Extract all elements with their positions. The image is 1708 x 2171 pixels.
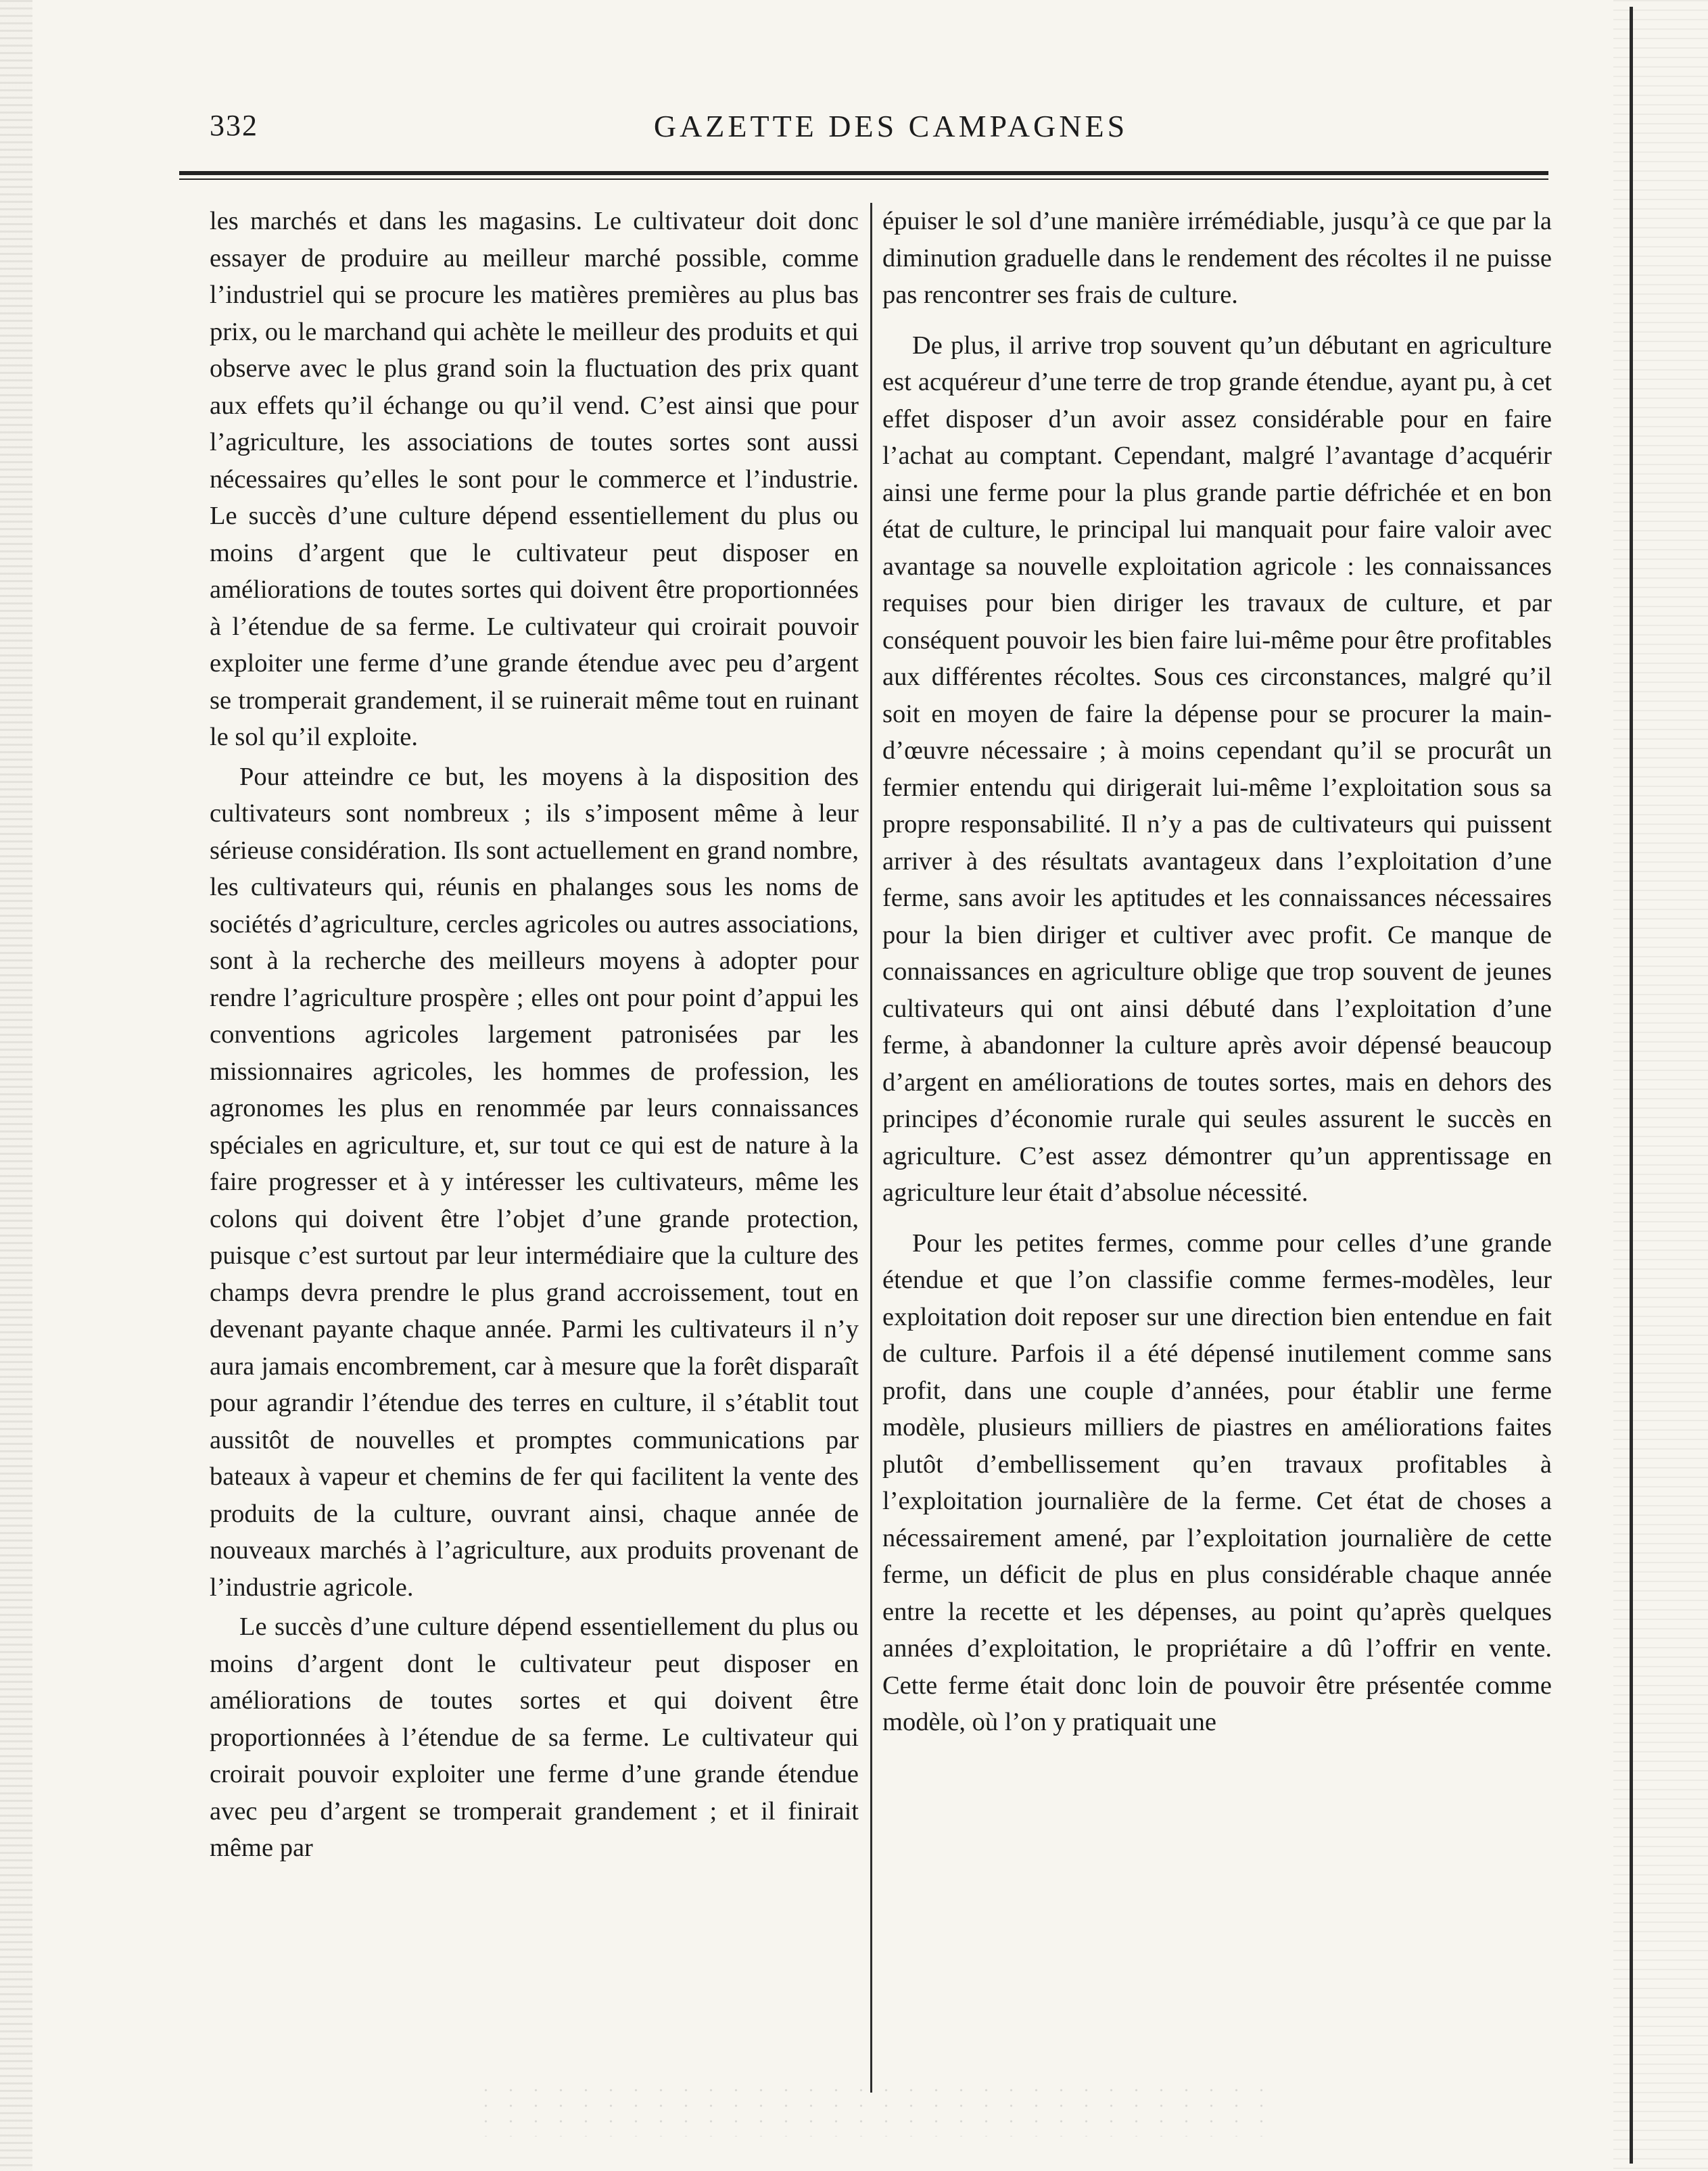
scan-noise (473, 2082, 1285, 2137)
paragraph: Pour les petites fermes, comme pour celles d’une grande étendue et que l’on classifie comme fermes-modèles, leur exploitation doit reposer sur une direction bien entendue en fait de culture. Parfois il a été dépensé inutilement comme sans profit, dans une couple d’années, pour établir une ferme modèle, plusieurs milliers de piastres en améliorations faites plutôt d’embellissement qu’en travaux profitables à l’exploitation journalière de la ferme. Cet état de choses a nécessairement amené, par l’exploitation journalière de cette ferme, un déficit de plus en plus considérable chaque année entre la recette et les dépenses, au point qu’après quelques années d’exploitation, le propriétaire a dû l’offrir en vente. Cette ferme était donc loin de pouvoir être présentée comme modèle, où l’on y pratiquait une (882, 1228, 1552, 1736)
column-divider (870, 203, 872, 2093)
page-border-right (1630, 7, 1633, 2164)
page-number: 332 (210, 109, 258, 142)
paragraph: Pour atteindre ce but, les moyens à la disposition des cultivateurs sont nombreux ; ils s’imposent même à leur sérieuse considération. Ils sont actuellement en grand nombre, les cultivateurs qui, réunis en phalanges sous les noms de sociétés d’agriculture, cercles agricoles ou autres associations, sont à la recherche des meilleurs moyens à adopter pour rendre l’agriculture prospère ; elles ont pour point d’appui les conventions agricoles largement patronisées par les missionnaires agricoles, les hommes de profession, les agronomes les plus en renommée par leurs connaissances spéciales en agriculture, et, sur tout ce qui est de nature à la faire progresser et à y intéresser les cultivateurs, même les colons qui doivent être l’objet d’une grande protection, puisque c’est surtout par leur intermédiaire que la culture des champs devra prendre le plus grand accroissement, tout en devenant payante chaque année. Parmi les cultivateurs il n’y aura jamais encombrement, car à mesure que la forêt disparaît pour agrandir l’étendue des terres en culture, il s’établit tout aussitôt de nouvelles et promptes communications par bateaux à vapeur et chemins de fer qui facilitent la vente des produits de la culture, ouvrant ainsi, chaque année de nouveaux marchés à l’agriculture, aux produits provenant de l’industrie agricole. (210, 762, 859, 1602)
header-rule (179, 171, 1548, 180)
right-column (882, 203, 1552, 2028)
scan-edge-right (1613, 0, 1708, 2171)
scan-edge-left (0, 0, 32, 2171)
running-title: GAZETTE DES CAMPAGNES (653, 109, 1129, 143)
paragraph: épuiser le sol d’une manière irrémédiable, jusqu’à ce que par la diminution graduelle dans le rendement des récoltes il ne puisse pas rencontrer ses frais de culture. (882, 207, 1552, 309)
paragraph: les marchés et dans les magasins. Le cultivateur doit donc essayer de produire au meilleur marché possible, comme l’industriel qui se procure les matières premières au plus bas prix, ou le marchand qui achète le meilleur des produits et qui observe avec le plus grand soin la fluctuation des prix quant aux effets qu’il échange ou qu’il vend. C’est ainsi que pour l’agriculture, les associations de toutes sortes sont aussi nécessaires qu’elles le sont pour le commerce et l’industrie. Le succès d’une culture dépend essentiellement du plus ou moins d’argent que le cultivateur peut disposer en améliorations de toutes sortes qui doivent être proportionnées à l’étendue de sa ferme. Le cultivateur qui croirait pouvoir exploiter une ferme d’une grande étendue avec peu d’argent se tromperait grandement, il se ruinerait même tout en ruinant le sol qu’il exploite. (210, 207, 859, 751)
page-header (210, 108, 1572, 162)
left-column (210, 203, 859, 2028)
paragraph: Le succès d’une culture dépend essentiellement du plus ou moins d’argent dont le cultivateur peut disposer en améliorations de toutes sortes et qui doivent être proportionnées à l’étendue de sa ferme. Le cultivateur qui croirait pouvoir exploiter une ferme d’une grande étendue avec peu d’argent se tromperait grandement ; et il finirait même par (210, 1613, 859, 1862)
paragraph: De plus, il arrive trop souvent qu’un débutant en agriculture est acquéreur d’une terre de trop grande étendue, ayant pu, à cet effet disposer d’un avoir assez considérable pour en faire l’achat au comptant. Cependant, malgré l’avantage d’acquérir ainsi une ferme pour la plus grande partie défrichée et en bon état de culture, le principal lui manquait pour faire valoir avec avantage sa nouvelle exploitation agricole : les connaissances requises pour bien diriger les travaux de culture, et par conséquent pouvoir les bien faire lui-même pour être profitables aux différentes récoltes. Sous ces circonstances, malgré qu’il soit en moyen de faire la dépense pour se procurer la main-d’œuvre nécessaire ; à moins cependant qu’il se procurât un fermier entendu qui dirigerait lui-même l’exploitation sous sa propre responsabilité. Il n’y a pas de cultivateurs qui puissent arriver à des résultats avantageux dans l’exploitation d’une ferme, sans avoir les aptitudes et les connaissances nécessaires pour la bien diriger et cultiver avec profit. Ce manque de connaissances en agriculture oblige que trop souvent de jeunes cultivateurs qui ont ainsi débuté dans l’exploitation d’une ferme, à abandonner la culture après avoir dépensé beaucoup d’argent en améliorations de toutes sortes, mais en dehors des principes d’économie rurale qui seules assurent le succès en agriculture. C’est assez démontrer qu’un apprentissage en agriculture leur était d’absolue nécessité. (882, 331, 1552, 1207)
